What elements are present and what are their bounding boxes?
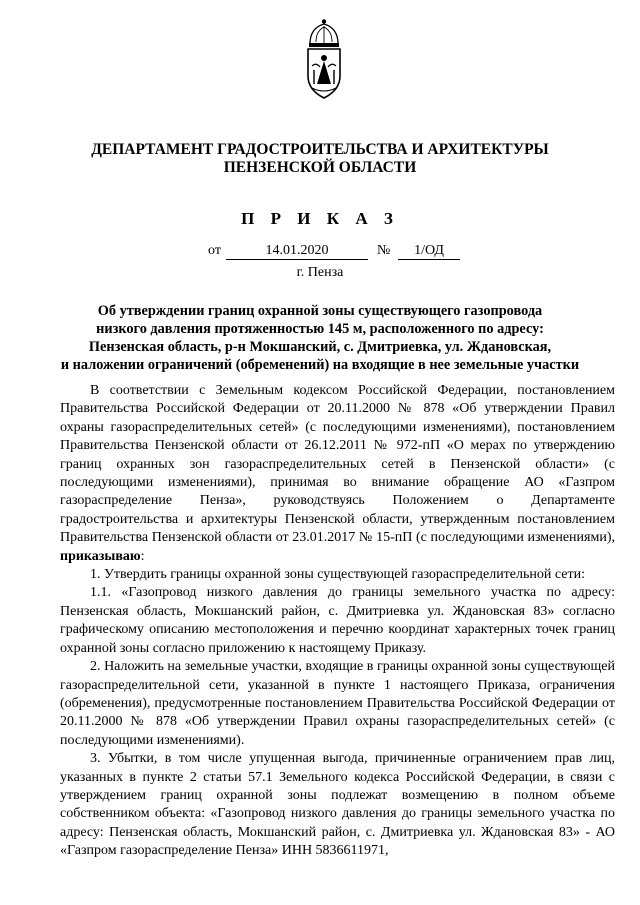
- document-number: 1/ОД: [398, 243, 460, 260]
- number-label: №: [377, 243, 391, 258]
- title-line: и наложении ограничений (обременений) на входящие в нее земельные участки: [60, 357, 580, 373]
- body-paragraph-item-3: 3. Убытки, в том числе упущенная выгода, причиненные ограничением прав лиц, указанных в пункте 2 статьи 57.1 Земельного кодекса Российской Федерации, в связи с утверждением границ охранной зоны подлежат возмещению в полном объеме собственником объекта: «Газопровод низкого давления до границы земельного участка по адресу: Пензенская область, Мокшанский район, с. Дмитриевка ул. Ждановская 83» - АО «Газпром газораспределение Пенза» ИНН 5836611971,: [60, 751, 615, 859]
- title-line: Об утверждении границ охранной зоны существующего газопровода: [97, 303, 543, 319]
- city-label: г. Пенза: [296, 265, 344, 280]
- department-name-line1: ДЕПАРТАМЕНТ ГРАДОСТРОИТЕЛЬСТВА И АРХИТЕКТУРЫ: [91, 141, 549, 158]
- from-label: от: [208, 243, 221, 258]
- department-name-line2: ПЕНЗЕНСКОЙ ОБЛАСТИ: [223, 159, 417, 176]
- body-paragraph-preamble: [60, 382, 615, 566]
- coat-of-arms-emblem: [302, 18, 346, 104]
- title-line: низкого давления протяженностью 145 м, расположенного по адресу:: [96, 321, 544, 337]
- body-paragraph-item-1-1: 1.1. «Газопровод низкого давления до границы земельного участка по адресу: Пензенская область, Мокшанский район, с. Дмитриевка ул. Ждановская 83» согласно графическому описанию местоположения и перечню координат характерных точек границ охранной зоны согласно приложению к настоящему Приказу.: [60, 585, 615, 656]
- order-keyword: приказываю: [60, 548, 141, 564]
- preamble-text: В соответствии с Земельным кодексом Российской Федерации, постановлением Правительства Российской Федерации от 20.11.2000 № 878 «Об утверждении Правил охраны газораспределительных сетей» (с последующими изменениями), постановлением Правительства Пензенской области от 26.12.2011 № 972-пП «О мерах по утверждению границ охранных зон газораспределительных сетей в Пензенской области» (с последующими изменениями), принимая во внимание обращение АО «Газпром газораспределение Пенза», руководствуясь Положением о Департаменте градостроительства и архитектуры Пензенской области, утвержденным постановлением Правительства Пензенской области от 23.01.2017 № 15-пП (с последующими изменениями),: [60, 383, 615, 546]
- document-date: 14.01.2020: [226, 243, 368, 260]
- document-body: [60, 382, 615, 861]
- body-paragraph-item-2: 2. Наложить на земельные участки, входящие в границы охранной зоны существующей газораспределительной сети, указанной в пункте 1 настоящего Приказа, ограничения (обременения), предусмотренные постановлением Правительства Российской Федерации от 20.11.2000 № 878 «Об утверждении Правил охраны газораспределительных сетей» (с последующими изменениями).: [60, 659, 615, 748]
- document-type-heading: П Р И К А З: [241, 209, 399, 228]
- title-line: Пензенская область, р-н Мокшанский, с. Дмитриевка, ул. Ждановская,: [88, 339, 552, 355]
- preamble-end: :: [140, 548, 145, 564]
- body-paragraph-item-1: 1. Утвердить границы охранной зоны существующей газораспределительной сети:: [90, 567, 585, 583]
- document-title: [40, 302, 600, 374]
